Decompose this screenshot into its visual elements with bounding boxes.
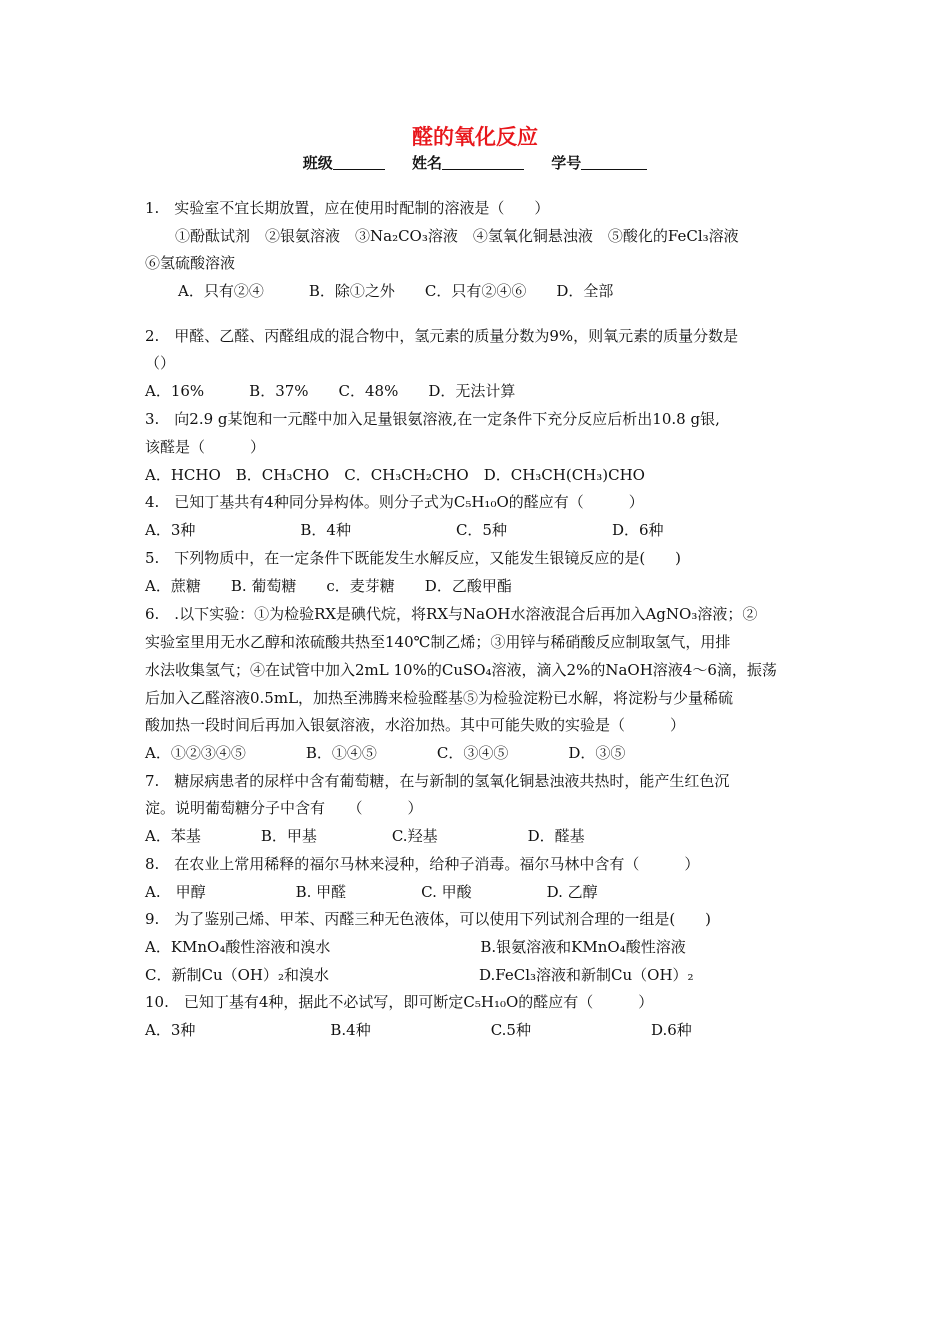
question-7-stem-cont: 淀。说明葡萄糖分子中含有 （ ） (145, 799, 423, 817)
question-7-stem: 7. 糖尿病患者的尿样中含有葡萄糖，在与新制的氢氧化铜悬浊液共热时，能产生红色沉 (145, 772, 730, 790)
question-6-stem: 6. .以下实验：①为检验RX是碘代烷，将RX与NaOH水溶液混合后再加入AgNO₃溶液；② (145, 605, 758, 623)
question-2-stem-cont: （） (145, 354, 176, 372)
question-3-stem: 3. 向2.9 g某饱和一元醛中加入足量银氨溶液,在一定条件下充分反应后析出10.8 g银, (145, 410, 720, 428)
question-1-stem: 1. 实验室不宜长期放置，应在使用时配制的溶液是（ ） (145, 199, 550, 217)
question-9-options-ab: A．KMnO₄酸性溶液和溴水 B.银氨溶液和KMnO₄酸性溶液 (145, 938, 686, 956)
question-2-options: A．16% B．37% C．48% D．无法计算 (145, 382, 516, 400)
question-1-items: ①酚酞试剂 ②银氨溶液 ③Na₂CO₃溶液 ④氢氧化铜悬浊液 ⑤酸化的FeCl₃溶液 (175, 227, 739, 245)
question-3-options: A．HCHO B．CH₃CHO C．CH₃CH₂CHO D．CH₃CH(CH₃)CHO (145, 466, 645, 484)
question-6-stem-cont-1: 实验室里用无水乙醇和浓硫酸共热至140℃制乙烯；③用锌与稀硝酸反应制取氢气，用排 (145, 633, 731, 651)
id-label: 学号 (551, 154, 582, 172)
question-6-stem-cont-2: 水法收集氢气；④在试管中加入2mL 10%的CuSO₄溶液，滴入2%的NaOH溶液4～6滴，振荡 (145, 661, 777, 679)
question-4-options: A．3种 B．4种 C．5种 D．6种 (145, 521, 664, 539)
name-label: 姓名 (411, 154, 442, 172)
question-4-stem: 4. 已知丁基共有4种同分异构体。则分子式为C₅H₁₀O的醛应有（ ） (145, 493, 644, 511)
question-10-options: A．3种 B.4种 C.5种 D.6种 (145, 1021, 692, 1039)
class-label: 班级 (302, 154, 333, 172)
class-blank[interactable] (333, 155, 385, 170)
question-10-stem: 10. 已知丁基有4种，据此不必试写，即可断定C₅H₁₀O的醛应有（ ） (145, 993, 654, 1011)
question-5-options: A．蔗糖 B. 葡萄糖 c．麦芽糖 D．乙酸甲酯 (145, 577, 512, 595)
student-info-line (0, 152, 950, 173)
question-9-options-cd: C．新制Cu（OH）₂和溴水 D.FeCl₃溶液和新制Cu（OH）₂ (145, 966, 694, 984)
question-3-stem-cont: 该醛是（ ） (145, 438, 266, 456)
question-9-stem: 9. 为了鉴别己烯、甲苯、丙醛三种无色液体，可以使用下列试剂合理的一组是( ) (145, 910, 712, 928)
question-1-options: A．只有②④ B．除①之外 C．只有②④⑥ D．全部 (178, 282, 614, 300)
question-1-items-cont: ⑥氢硫酸溶液 (145, 254, 236, 272)
page-title: 醛的氧化反应 (412, 125, 538, 149)
question-8-stem: 8. 在农业上常用稀释的福尔马林来浸种，给种子消毒。福尔马林中含有（ ） (145, 855, 700, 873)
question-8-options: A. 甲醇 B. 甲醛 C. 甲酸 D. 乙醇 (145, 883, 598, 901)
id-blank[interactable] (581, 155, 647, 170)
question-6-stem-cont-3: 后加入乙醛溶液0.5mL，加热至沸腾来检验醛基⑤为检验淀粉已水解，将淀粉与少量稀硫 (145, 689, 734, 707)
question-6-stem-cont-4: 酸加热一段时间后再加入银氨溶液，水浴加热。其中可能失败的实验是（ ） (145, 716, 686, 734)
question-7-options: A．苯基 B．甲基 C.羟基 D．醛基 (145, 827, 585, 845)
question-2-stem: 2. 甲醛、乙醛、丙醛组成的混合物中，氢元素的质量分数为9%，则氧元素的质量分数是 (145, 327, 739, 345)
question-6-options: A．①②③④⑤ B．①④⑤ C．③④⑤ D．③⑤ (145, 744, 626, 762)
question-5-stem: 5. 下列物质中，在一定条件下既能发生水解反应，又能发生银镜反应的是( ) (145, 549, 682, 567)
name-blank[interactable] (442, 155, 524, 170)
